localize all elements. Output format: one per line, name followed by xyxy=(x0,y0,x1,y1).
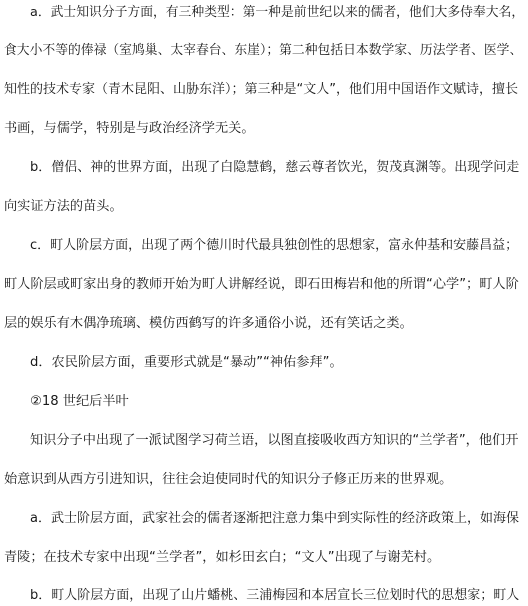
text-line: 青陵；在技术专家中出现“兰学者”，如杉田玄白；“文人”出现了与谢芜村。 xyxy=(4,550,441,565)
text-line: 向实证方法的苗头。 xyxy=(4,199,123,214)
text-line: a．武士阶层方面，武家社会的儒者逐渐把注意力集中到实际性的经济政策上，如海保 xyxy=(30,511,519,526)
text-line: 始意识到从西方引进知识，往往会迫使同时代的知识分子修正历来的世界观。 xyxy=(4,472,453,487)
text-line: 町人阶层或町家出身的教师开始为町人讲解经说，即石田梅岩和他的所谓“心学”；町人阶 xyxy=(4,277,519,292)
text-line: c．町人阶层方面，出现了两个德川时代最具独创性的思想家，富永仲基和安藤昌益； xyxy=(30,238,519,253)
text-line: a．武士知识分子方面，有三种类型：第一种是前世纪以来的儒者，他们大多侍奉大名， xyxy=(30,5,525,20)
text-line: 书画，与儒学，特别是与政治经济学无关。 xyxy=(4,121,255,136)
text-line: b．町人阶层方面，出现了山片蟠桃、三浦梅园和本居宣长三位划时代的思想家；町人 xyxy=(30,588,520,603)
text-line: 知识分子中出现了一派试图学习荷兰语，以图直接吸收西方知识的“兰学者”，他们开 xyxy=(30,433,519,448)
text-line: 食大小不等的俸禄（室鸠巢、太宰春台、东崖）；第二种包括日本数学家、历法学者、医学、 xyxy=(4,43,523,58)
text-line: 层的娱乐有木偶净琉璃、模仿西鹤写的许多通俗小说，还有笑话之类。 xyxy=(4,316,413,331)
section-heading: ②18 世纪后半叶 xyxy=(30,394,129,409)
text-line: 知性的技术专家（青木昆阳、山胁东洋）；第三种是“文人”，他们用中国语作文赋诗，擅长 xyxy=(4,82,518,97)
text-line: b．僧侣、神的世界方面，出现了白隐慧鹤，慈云尊者饮光，贺茂真渊等。出现学问走 xyxy=(30,160,520,175)
text-line: d．农民阶层方面，重要形式就是“暴动”“神佑参拜”。 xyxy=(30,355,343,370)
